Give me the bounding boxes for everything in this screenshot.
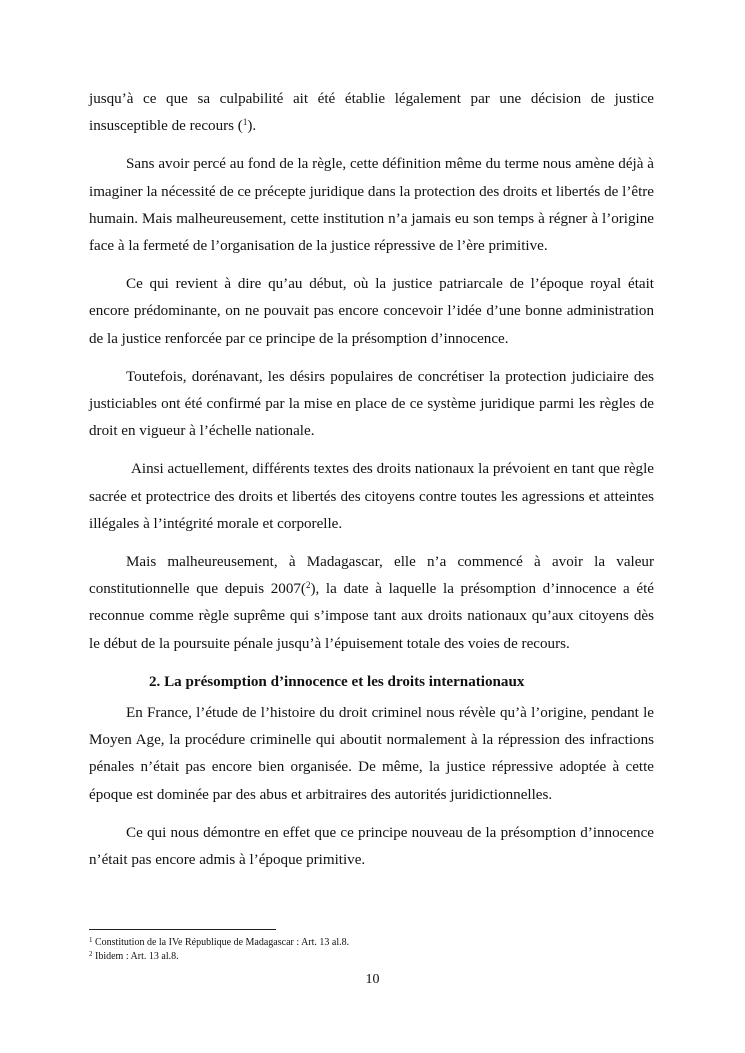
footnote-separator	[89, 929, 276, 930]
section-heading: 2. La présomption d’innocence et les droits internationaux	[149, 673, 525, 690]
paragraph-patriarcal-justice: Ce qui revient à dire qu’au début, où la justice patriarcale de l’époque royal était encore prédominante, on ne pouvait pas encore concevoir l’idée d’une bonne administration de la justice renforcée par ce principe de la présomption d’innocence.	[89, 276, 654, 347]
paragraph-national-texts: Ainsi actuellement, différents textes des droits nationaux la prévoient en tant que règle sacrée et protectrice des droits et libertés des citoyens contre toutes les agressions et atteintes illégales à l’intégrité morale et corporelle.	[89, 461, 654, 532]
footnote-2: $^2$ Ibidem : Art. 13 al.8.	[89, 950, 179, 962]
paragraph-france: En France, l’étude de l’histoire du droit criminel nous révèle qu’à l’origine, pendant le Moyen Age, la procédure criminelle qui aboutit normalement à la répression des infractions pénales n’était pas encore bien organisée. De même, la justice répressive adoptée à cette époque est dominée par des abus et arbitraires des autorités juridictionnelles.	[89, 705, 654, 803]
footnotes	[89, 936, 654, 964]
footnote-ref-2[interactable]: 2	[305, 580, 311, 591]
page-body	[89, 86, 654, 874]
footnote-ref-1[interactable]: 1	[242, 117, 248, 128]
paragraph-popular-desires: Toutefois, dorénavant, les désirs populaires de concrétiser la protection judiciaire des justiciables ont été confirmé par la mise en place de ce système juridique parmi les règles de droit en vigueur à l’échelle nationale.	[89, 368, 654, 440]
paragraph-madagascar: Mais malheureusement, à Madagascar, elle n’a commencé à avoir la valeur constitutionnelle que depuis 2007($^2$), la date à laquelle la présomption d’innocence a été reconnue comme règle suprême qui s’impose tant aux droits nationaux qu’aux citoyens dès le début de la poursuite pénale jusqu’à l’épuisement totale des voies de recours.	[89, 554, 654, 652]
paragraph-continuation: jusqu’à ce que sa culpabilité ait été établie légalement par une décision de justice insusceptible de recours ($^1$).	[89, 91, 654, 135]
page-number: 10	[365, 972, 380, 987]
paragraph-definition: Sans avoir percé au fond de la règle, cette définition même du terme nous amène déjà à imaginer la nécessité de ce précepte juridique dans la protection des droits et libertés de l’être humain. Mais malheureusement, cette institution n’a jamais eu son temps à régner à l’origine face à la fermeté de l’organisation de la justice répressive de l’ère primitive.	[89, 156, 654, 255]
paragraph-conclusion: Ce qui nous démontre en effet que ce principe nouveau de la présomption d’innocence n’était pas encore admis à l’époque primitive.	[89, 824, 654, 869]
footnote-1: $^1$ Constitution de la IVe République de Madagascar : Art. 13 al.8.	[89, 936, 350, 948]
